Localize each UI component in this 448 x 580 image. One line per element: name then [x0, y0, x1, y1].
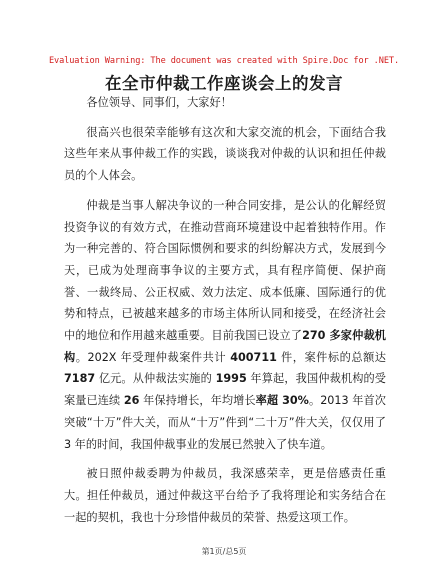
document-body	[64, 92, 386, 528]
evaluation-warning: Evaluation Warning: The document was created with Spire.Doc for .NET.	[48, 56, 400, 66]
paragraph-intro: 很高兴也很荣幸能够有这次和大家交流的机会，下面结合我这些年来从事仲裁工作的实践，谈谈我对仲裁的认识和担任仲裁员的个人体会。	[64, 125, 386, 183]
paragraph-appointment: 被日照仲裁委聘为仲裁员，我深感荣幸，更是倍感责任重大。担任仲裁员，通过仲裁这平台给予了我将理论和实务结合在一起的契机，我也十分珍惜仲裁员的荣誉、热爱这项工作。	[64, 467, 386, 524]
overview-text: 亿元。从仲裁法实施的	[95, 372, 216, 386]
case-amount: 7187	[64, 372, 96, 386]
growth-years: 26	[123, 394, 140, 408]
document-title: 在全市仲裁工作座谈会上的发言	[105, 74, 343, 93]
overview-text: 年算起，我国仲裁机构的受案量已连续	[64, 372, 386, 408]
institutions-count: 270 多家仲裁机构	[64, 329, 386, 364]
page-number: 第1页/总5页	[201, 547, 247, 556]
cases-count: 400711	[230, 350, 277, 364]
overview-text: 年保持增长，年均增长	[139, 394, 256, 408]
paragraph-arbitration-overview	[64, 195, 386, 455]
overview-text: 件，案件标的总额达	[276, 350, 386, 364]
greeting-paragraph: 各位领导、同事们，大家好！	[86, 96, 232, 109]
overview-text: 仲裁是当事人解决争议的一种合同安排，是公认的化解经贸投资争议的有效方式，在推动营商环境建设中起着独特作用。作为一种完善的、符合国际惯例和要求的纠纷解决方式，发展到今天，已成为处理商事争议的主要方式，具有程序简便、保护商誉、一裁终局、公正权威、效力法定、成本低廉、国际通行的优势和特点，已被越来越多的市场主体所认同和接受，在经济社会中的地位和作用越来越重要。目前我国已设立了	[64, 198, 386, 343]
overview-text: 。202X 年受理仲裁案件共计	[75, 350, 231, 364]
growth-rate: 率超 30%	[255, 394, 309, 408]
overview-text: 。2013 年首次突破“十万”件大关，而从“十万”件到“二十万”件大关，仅仅用了 3 年的时间，我国仲裁事业的发展已然驶入了快车道。	[64, 394, 386, 451]
law-year: 1995	[215, 372, 247, 386]
